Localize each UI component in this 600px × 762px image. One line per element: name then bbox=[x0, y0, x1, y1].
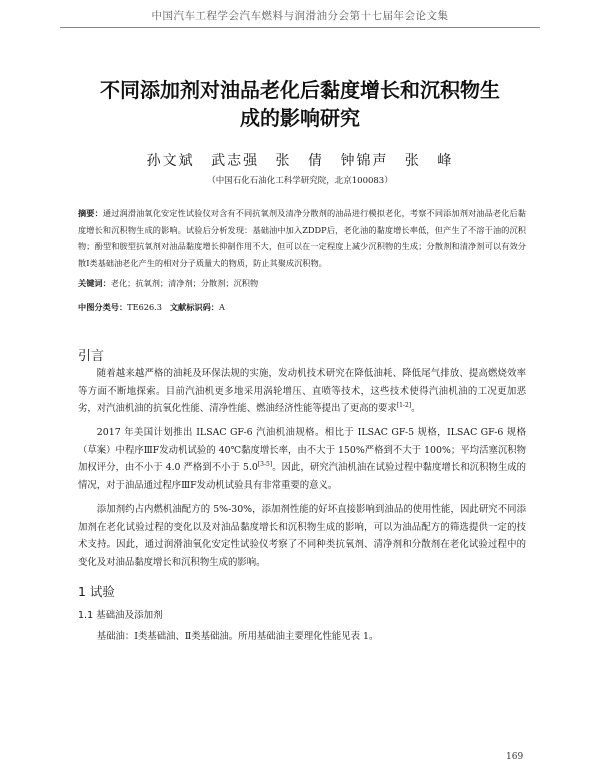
citation: [3-5] bbox=[257, 461, 273, 469]
paragraph-text: 随着越来越严格的油耗及环保法规的实施，发动机技术研究在降低油耗、降低尾气排放、提高燃烧效率等方面不断地探索。目前汽油机更多地采用涡轮增压、直喷等技术，这些技术使得汽油机油的工况更加恶劣，对汽油机油的抗氧化性能、清净性能、燃油经济性能等提出了更高的要求 bbox=[78, 368, 526, 415]
doc-code-label: 文献标识码： bbox=[169, 302, 219, 312]
intro-paragraph-1 bbox=[78, 365, 526, 418]
paper-title bbox=[80, 76, 520, 132]
abstract-text: 通过润滑油氧化安定性试验仪对含有不同抗氧剂及清净分散剂的油品进行模拟老化，考察不同添加剂对油品老化后黏度增长和沉积物生成的影响。试验后分析发现：基础油中加入ZDDP后，老化油的黏度增长率低，但产生了不溶于油的沉积物；酚型和胺型抗氧剂对油品黏度增长抑制作用不大，但可以在一定程度上减少沉积物的生成；分散剂和清净剂可以有效分散Ⅰ类基础油老化产生的相对分子质量大的物质，防止其聚成沉积物。 bbox=[78, 208, 526, 268]
base-oil-paragraph: 基础油：Ⅰ类基础油、Ⅱ类基础油。所用基础油主要理化性能见表 1。 bbox=[96, 631, 379, 642]
clc-value: TE626.3 bbox=[127, 302, 163, 312]
author: 孙文斌 bbox=[146, 153, 195, 169]
intro-paragraph-3: 添加剂约占内燃机油配方的 5%-30%，添加剂性能的好坏直接影响到油品的使用性能，因此研究不同添加剂在老化试验过程的变化以及对油品黏度增长和沉积物生成的影响，可以为油品配方的筛选提供一定的技术支持。因此，通过润滑油氧化安定性试验仪考察了不同种类抗氧剂、清净剂和分散剂在老化试验过程中的变化及对油品黏度增长和沉积物生成的影响。 bbox=[78, 504, 526, 568]
clc-label: 中图分类号： bbox=[78, 302, 128, 312]
title-line-2: 成的影响研究 bbox=[240, 106, 360, 130]
running-header: 中国汽车工程学会汽车燃料与润滑油分会第十七届年会论文集 bbox=[151, 10, 449, 22]
experiment-heading: 1 试验 bbox=[78, 584, 115, 599]
classification bbox=[78, 302, 526, 313]
intro-paragraph-2 bbox=[78, 424, 526, 494]
author: 武志强 bbox=[211, 153, 260, 169]
subsection-heading: 1.1 基础油及添加剂 bbox=[78, 610, 163, 621]
author: 张 峰 bbox=[404, 153, 454, 169]
page-number: 169 bbox=[506, 752, 524, 762]
author-list bbox=[0, 150, 600, 170]
abstract-label: 摘要： bbox=[78, 208, 103, 218]
doc-code-value: A bbox=[218, 302, 225, 312]
author: 钟锦声 bbox=[340, 153, 389, 169]
header-divider bbox=[60, 27, 540, 28]
keywords-text: 老化；抗氧剂；清净剂；分散剂；沉积物 bbox=[110, 278, 259, 288]
keywords bbox=[78, 278, 526, 289]
abstract bbox=[78, 205, 526, 271]
title-line-1: 不同添加剂对油品老化后黏度增长和沉积物生 bbox=[100, 78, 500, 102]
paragraph-text: 2017 年美国计划推出 ILSAC GF-6 汽油机油规格。相比于 ILSAC GF-5 规格，ILSAC GF-6 规格（草案）中程序ⅢF发动机试验的 40℃黏度增长率，由不大于 150%严格到不大于 100%；平均活塞沉积物加权评分，由不小于 4.0 严格到不小于 5.0 bbox=[78, 427, 526, 474]
paragraph-text: 。因此，研究汽油机油在试验过程中黏度增长和沉积物生成的情况，对于油品通过程序ⅢF发动机试验具有非常重要的意义。 bbox=[78, 462, 526, 491]
affiliation: （中国石化石油化工科学研究院，北京100083） bbox=[207, 176, 393, 186]
citation: [1-2] bbox=[396, 402, 412, 410]
intro-heading: 引言 bbox=[78, 349, 105, 364]
paragraph-text: 。 bbox=[411, 403, 421, 415]
keywords-label: 关键词： bbox=[78, 278, 111, 288]
author: 张 倩 bbox=[275, 153, 324, 169]
